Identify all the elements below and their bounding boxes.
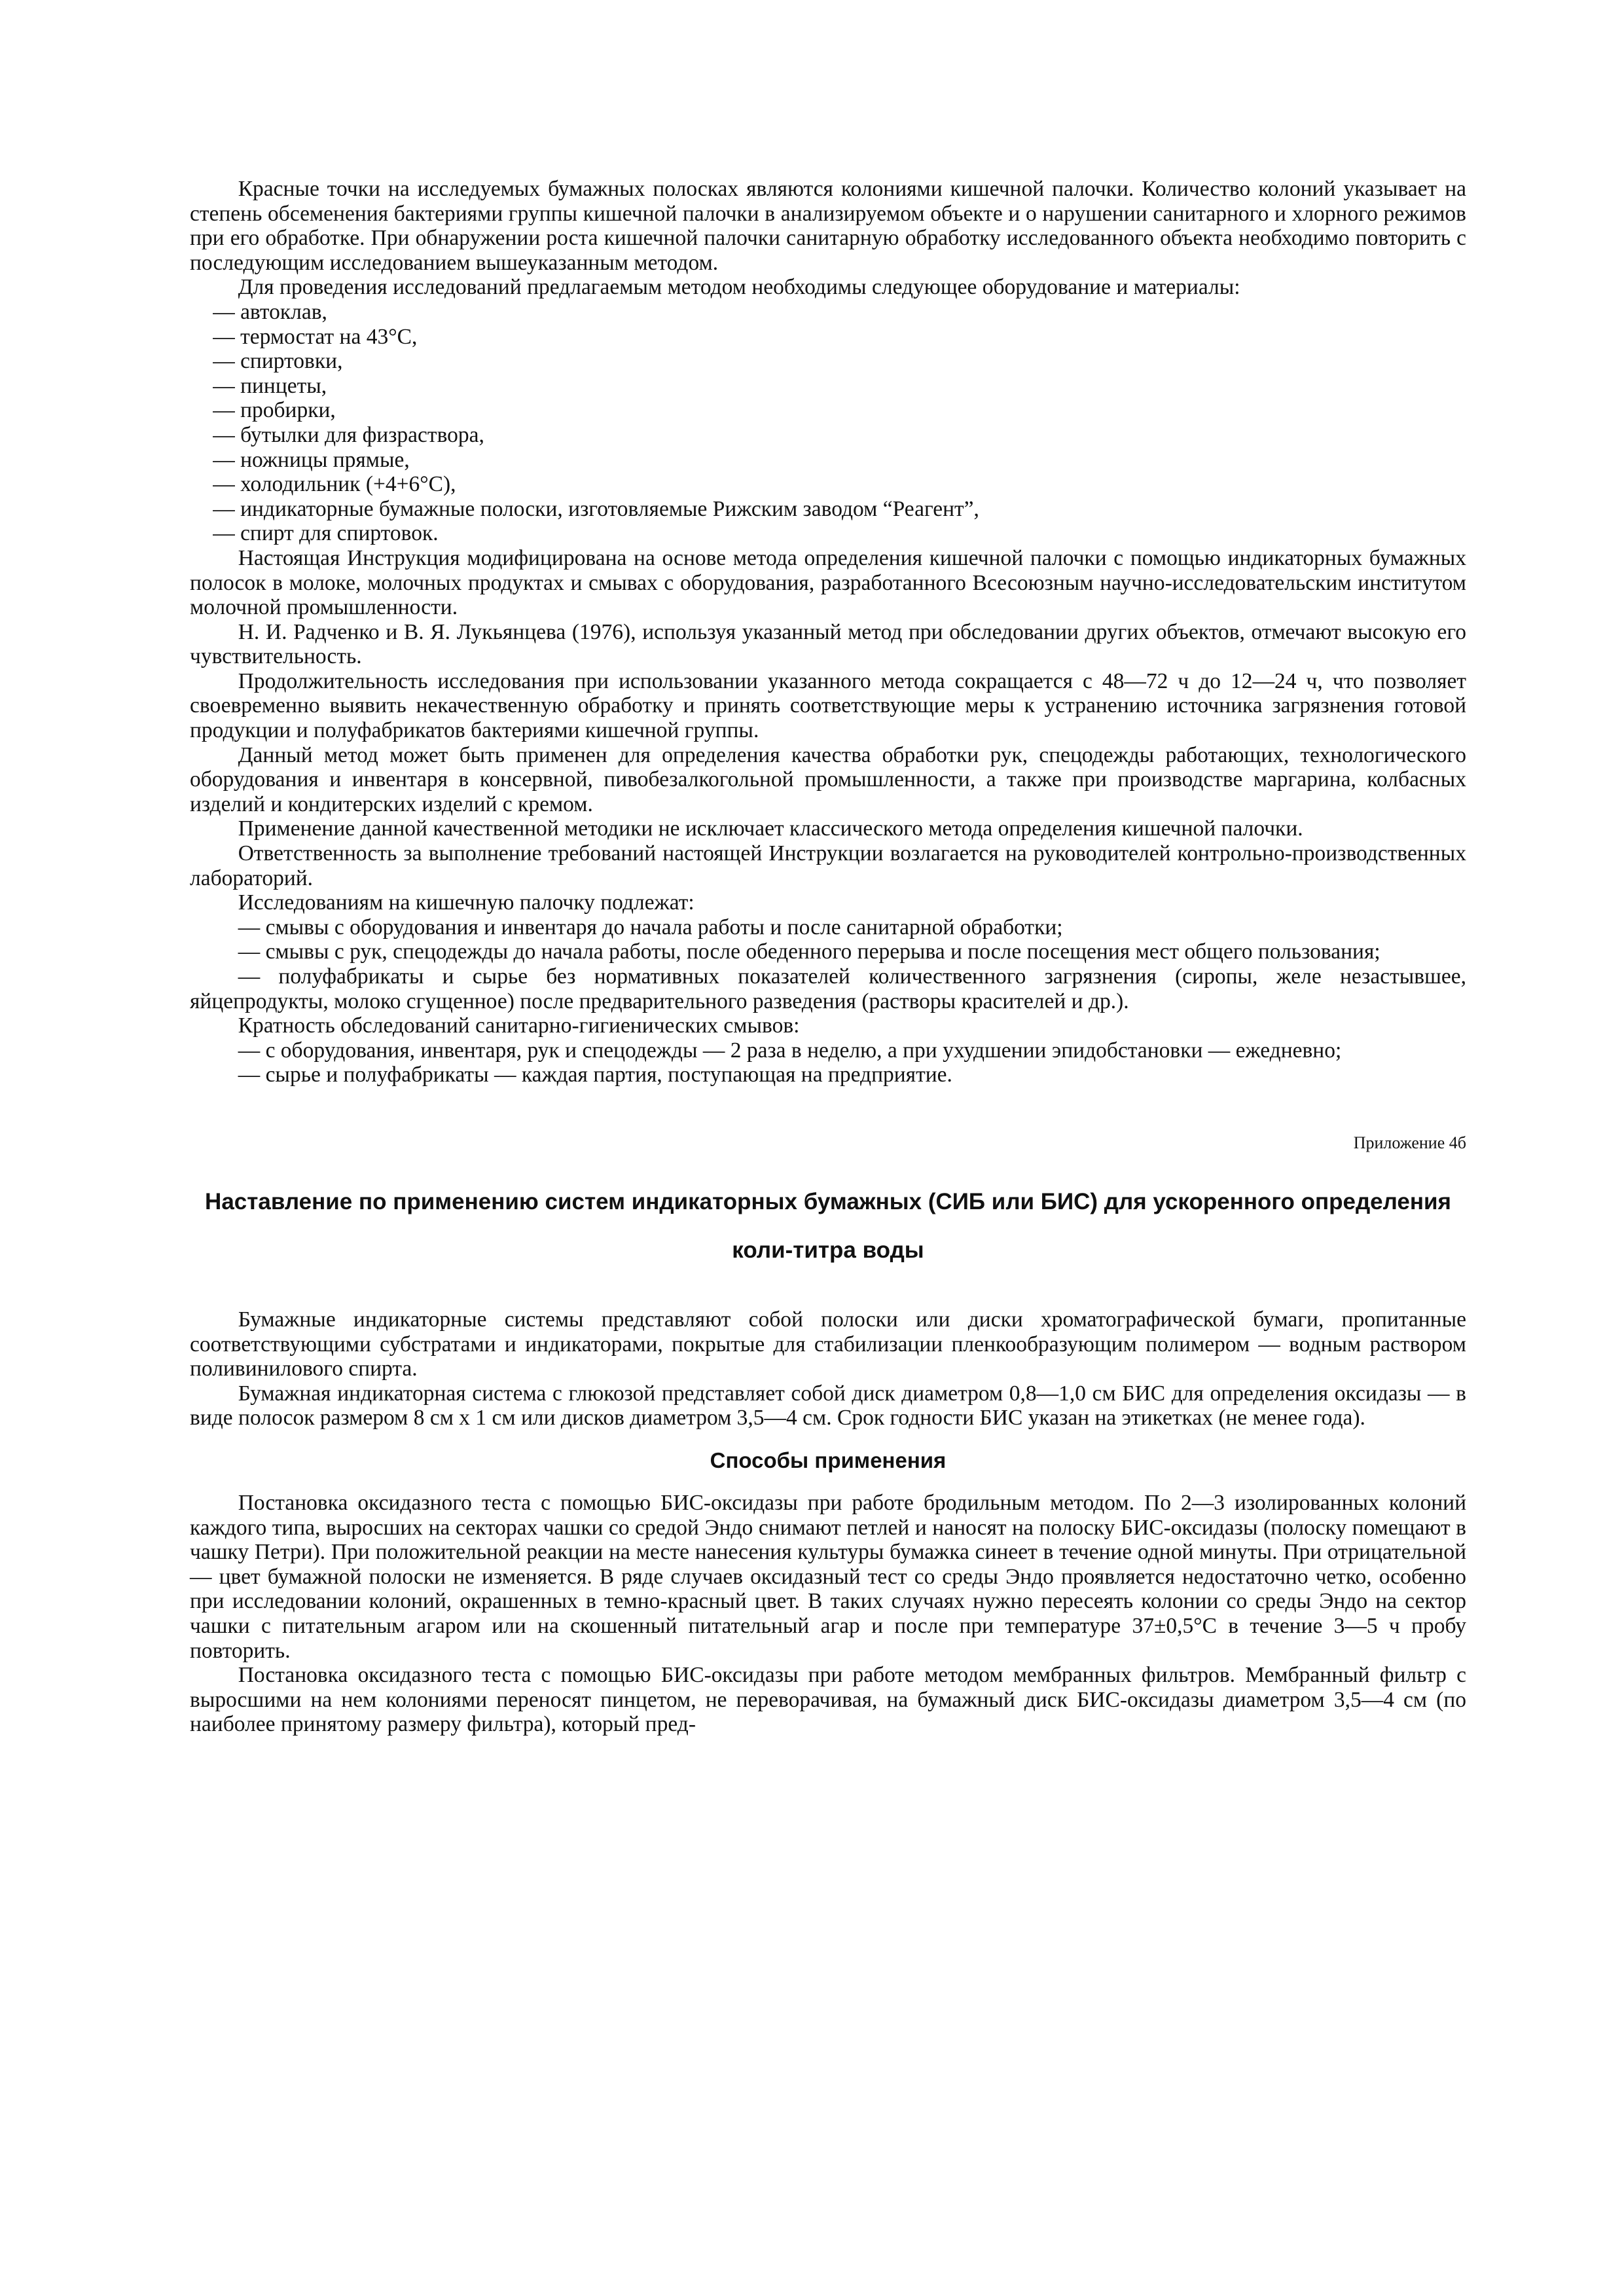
paragraph-duration: Продолжительность исследования при использовании указанного метода сокращается с 48—72 ч до 12—24 ч, что позволяет своевременно выявить некачественную обработку и принять соответствующие меры к устранению источника загрязнения готовой продукции и полуфабрикатов бактериями кишечной группы.: [190, 668, 1466, 743]
section-title: Способы применения: [710, 1448, 947, 1472]
list-item: — автоклав,: [213, 299, 327, 324]
list-item: — спирт для спиртовок.: [213, 521, 439, 546]
subject-item: — смывы с оборудования и инвентаря до начала работы и после санитарной обработки;: [238, 915, 1063, 939]
list-item: — холодильник (+4+6°С),: [213, 472, 456, 497]
list-item: — индикаторные бумажные полоски, изготовляемые Рижским заводом “Реагент”,: [213, 496, 979, 521]
paragraph-glucose-system: Бумажная индикаторная система с глюкозой представляет собой диск диаметром 0,8—1,0 см БИС для определения оксидазы — в виде полосок размером 8 см х 1 см или дисков диаметром 3,5—4 см. Срок годности БИС указан на этикетках (не менее года).: [190, 1381, 1466, 1430]
paragraph-frequency-intro: Кратность обследований санитарно-гигиенических смывов:: [238, 1013, 800, 1038]
list-item: — спиртовки,: [213, 349, 343, 374]
list-item: — бутылки для физраствора,: [213, 422, 484, 447]
list-item: — термостат на 43°С,: [213, 324, 418, 349]
paragraph-responsibility: Ответственность за выполнение требований настоящей Инструкции возлагается на руководителей контрольно-производственных лабораторий.: [190, 841, 1466, 890]
subject-item: — полуфабрикаты и сырье без нормативных показателей количественного загрязнения (сиропы, желе незастывшее, яйцепродукты, молоко сгущенное) после предварительного разведения (растворы красителей и др.).: [190, 964, 1466, 1013]
paragraph-subjects-intro: Исследованиям на кишечную палочку подлежат:: [238, 890, 695, 915]
document-title: Наставление по применению систем индикаторных бумажных (СИБ или БИС) для ускоренного определения коли-титра воды: [205, 1188, 1451, 1263]
paragraph-applicability: Данный метод может быть применен для определения качества обработки рук, спецодежды работающих, технологического оборудования и инвентаря в консервной, пивобезалкогольной промышленности, а также при производстве маргарина, колбасных изделий и кондитерских изделий с кремом.: [190, 742, 1466, 816]
paragraph-fermentation-method: Постановка оксидазного теста с помощью БИС-оксидазы при работе бродильным методом. По 2—3 изолированных колоний каждого типа, выросших на секторах чашки со средой Эндо снимают петлей и наносят на полоску БИС-оксидазы (полоску помещают в чашку Петри). При положительной реакции на месте нанесения культуры бумажка синеет в течение одной минуты. При отрицательной — цвет бумажной полоски не изменяется. В ряде случаев оксидазный тест со среды Эндо проявляется недостаточно четко, особенно при исследовании колоний, окрашенных в темно-красный цвет. В таких случаях нужно пересеять колонии со среды Эндо на сектор чашки с питательным агаром или на скошенный питательный агар и после при температуре 37±0,5°С в течение 3—5 ч пробу повторить.: [190, 1490, 1466, 1663]
frequency-item: — сырье и полуфабрикаты — каждая партия, поступающая на предприятие.: [238, 1063, 952, 1087]
paragraph-membrane-method: Постановка оксидазного теста с помощью БИС-оксидазы при работе методом мембранных фильтров. Мембранный фильтр с выросшими на нем колониями переносят пинцетом, не переворачивая, на бумажный диск БИС-оксидазы диаметром 3,5—4 см (по наиболее принятому размеру фильтра), который пред-: [190, 1663, 1466, 1737]
paragraph-classical-method: Применение данной качественной методики не исключает классического метода определения кишечной палочки.: [238, 816, 1303, 841]
list-item: — пинцеты,: [213, 373, 327, 398]
paragraph-radchenko: Н. И. Радченко и В. Я. Лукьянцева (1976), используя указанный метод при обследовании других объектов, отмечают высокую его чувствительность.: [190, 619, 1466, 669]
appendix-label: Приложение 4б: [1353, 1133, 1466, 1152]
subject-item: — смывы с рук, спецодежды до начала работы, после обеденного перерыва и после посещения мест общего пользования;: [238, 939, 1380, 964]
paragraph-equipment-intro: Для проведения исследований предлагаемым методом необходимы следующее оборудование и материалы:: [238, 275, 1240, 300]
list-item: — пробирки,: [213, 398, 336, 423]
paragraph-paper-systems: Бумажные индикаторные системы представляют собой полоски или диски хроматографической бумаги, пропитанные соответствующими субстратами и индикаторами, покрытые для стабилизации пленкообразующим полимером — водным раствором поливинилового спирта.: [190, 1307, 1466, 1381]
equipment-list: [190, 300, 1466, 546]
paragraph-instruction-basis: Настоящая Инструкция модифицирована на основе метода определения кишечной палочки с помощью индикаторных бумажных полосок в молоке, молочных продуктах и смывах с оборудования, разработанного Всесоюзным научно-исследовательским институтом молочной промышленности.: [190, 545, 1466, 620]
frequency-item: — с оборудования, инвентаря, рук и спецодежды — 2 раза в неделю, а при ухудшении эпидобстановки — ежедневно;: [238, 1038, 1342, 1063]
paragraph-red-dots: Красные точки на исследуемых бумажных полосках являются колониями кишечной палочки. Количество колоний указывает на степень обсеменения бактериями группы кишечной палочки в анализируемом объекте и о нарушении санитарного и хлорного режимов при его обработке. При обнаружении роста кишечной палочки санитарную обработку исследованного объекта необходимо повторить с последующим исследованием вышеуказанным методом.: [190, 177, 1466, 275]
list-item: — ножницы прямые,: [213, 447, 410, 472]
page-content: [190, 177, 1466, 1737]
